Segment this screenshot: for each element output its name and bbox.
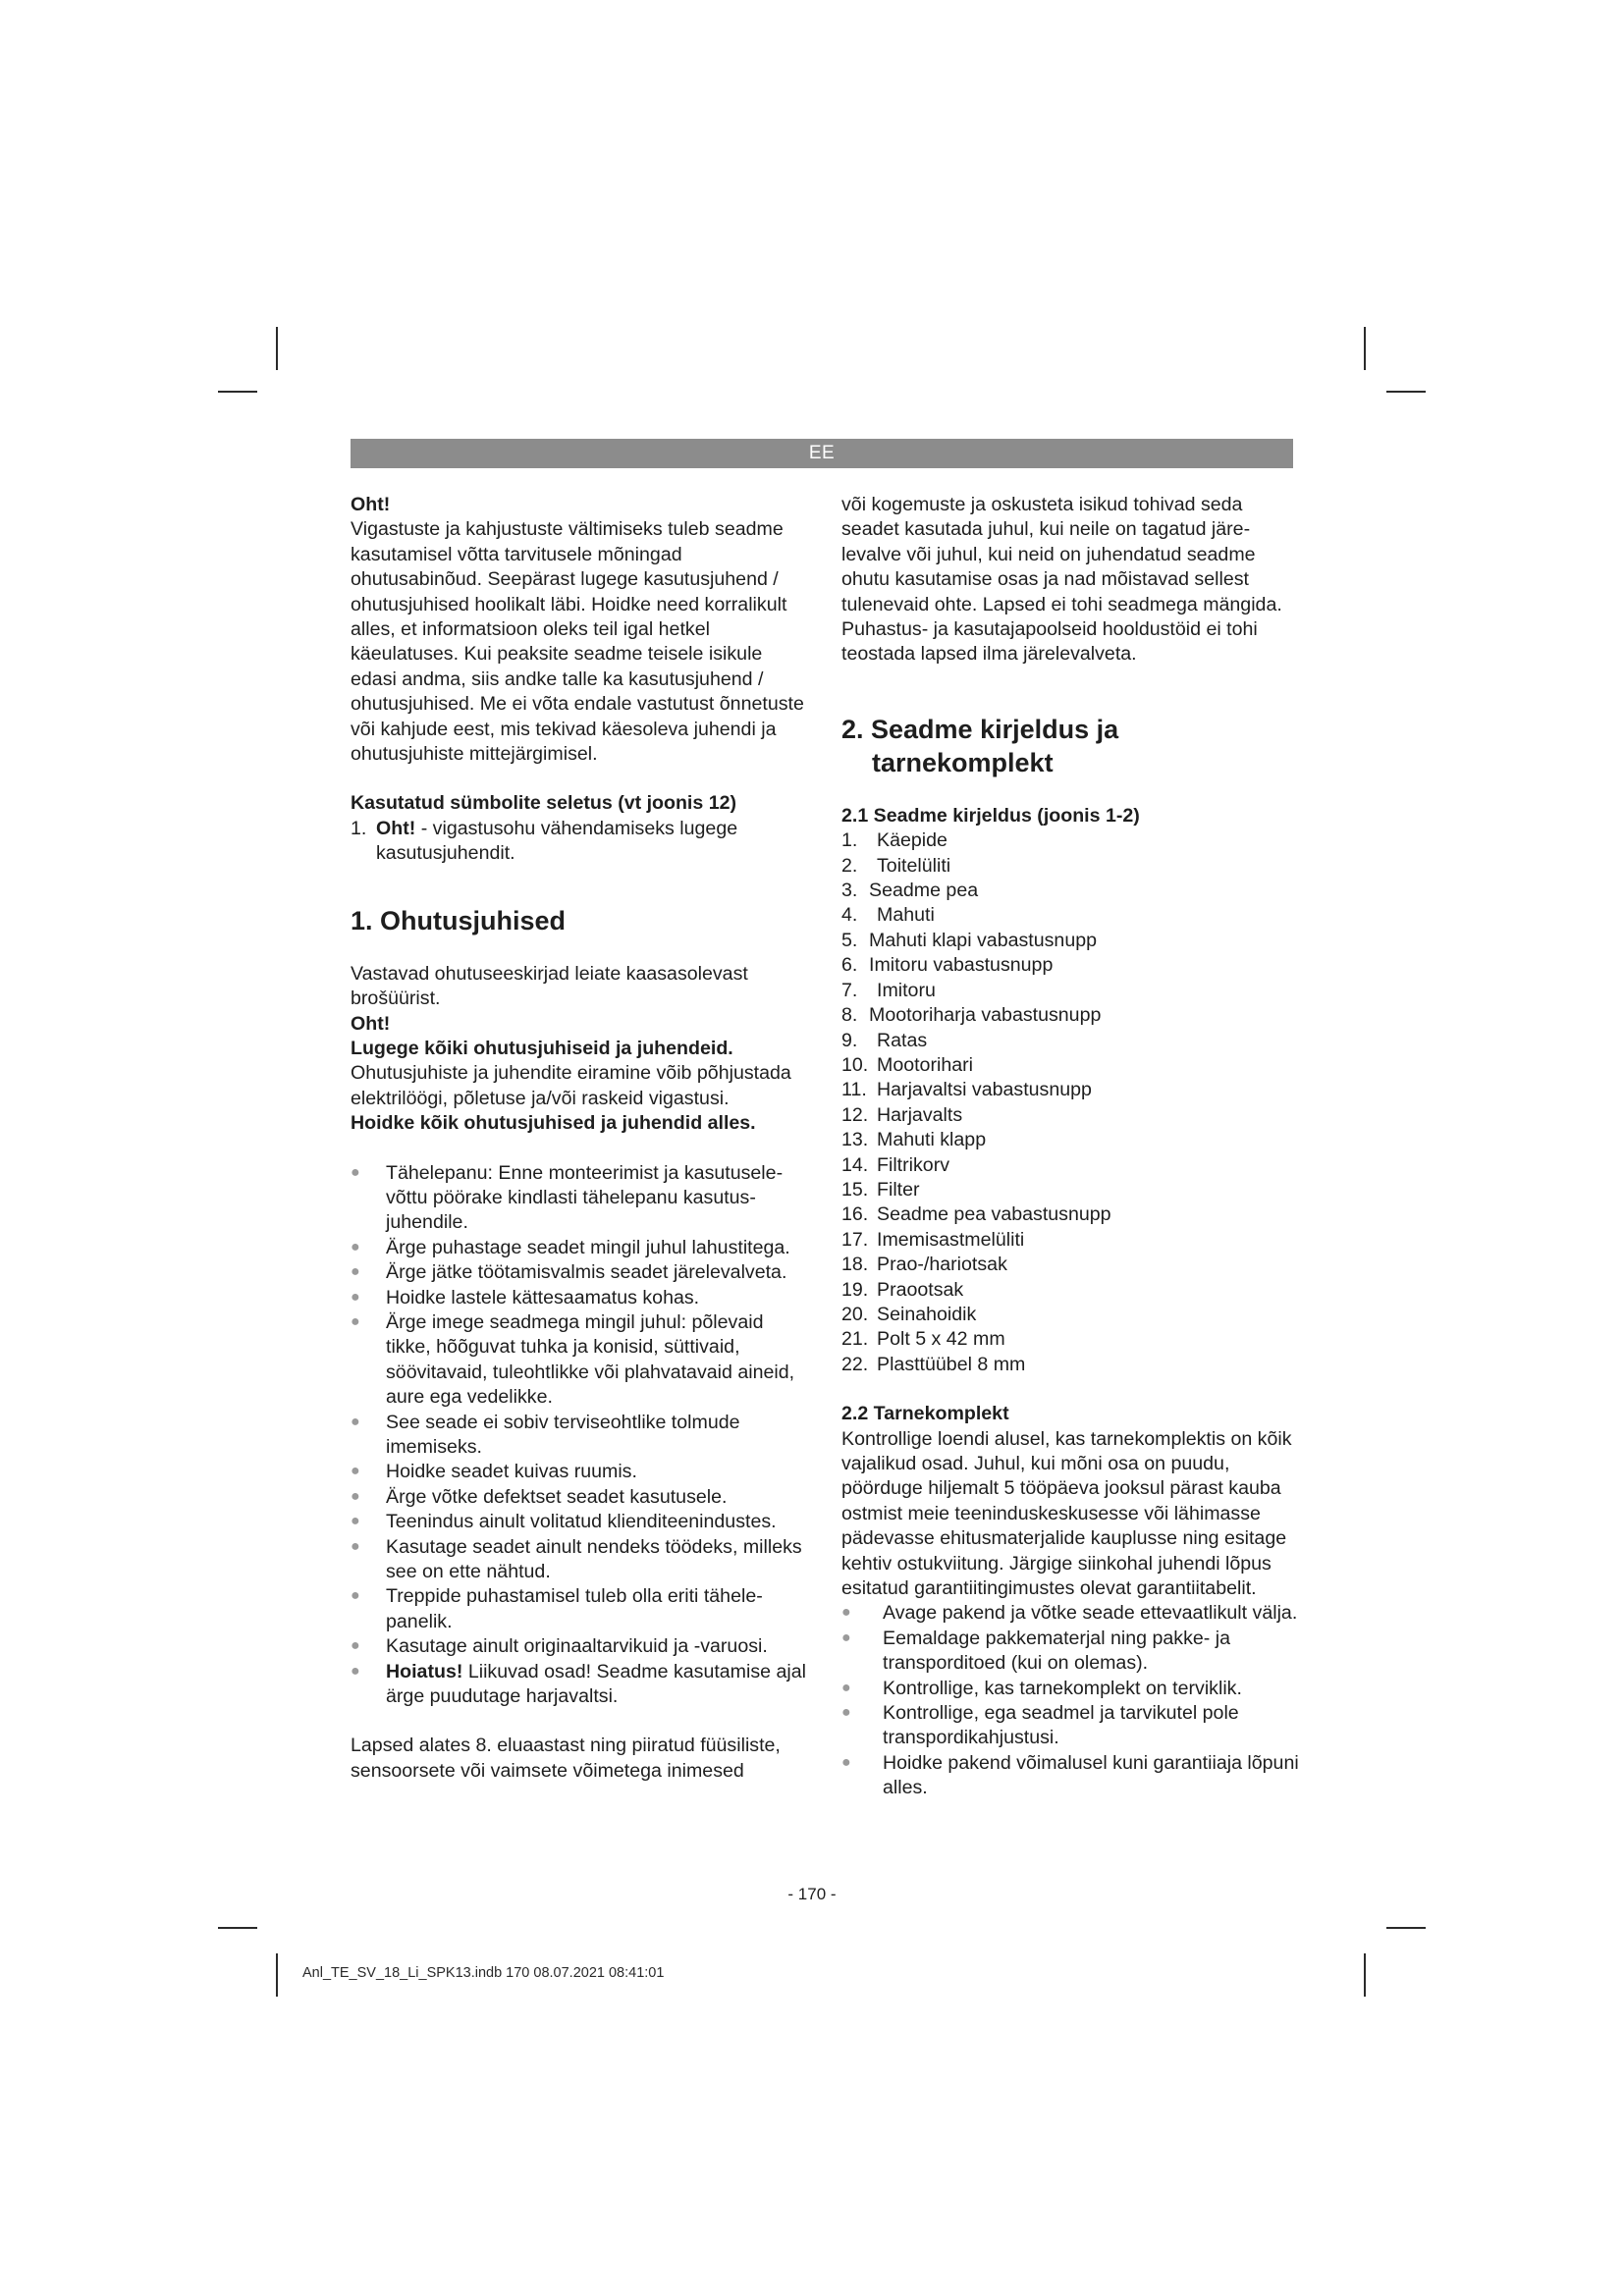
symbol-item	[351, 817, 812, 867]
part-number: 19.	[841, 1278, 869, 1301]
bullet-text: Ärge võtke defektset seadet kasutusele.	[386, 1485, 728, 1508]
section-2-title	[841, 713, 1303, 779]
symbol-description	[376, 817, 812, 867]
list-item	[841, 1003, 1303, 1028]
crop-mark-bottom-right-h	[1386, 1927, 1426, 1929]
list-item	[351, 1286, 812, 1310]
left-column	[351, 493, 812, 1784]
part-label: Ratas	[877, 1029, 928, 1051]
bullet-text: Kasutage ainult originaaltarvikuid ja -varuosi.	[386, 1635, 768, 1658]
list-item	[841, 1228, 1303, 1253]
part-label: Mootorihari	[877, 1053, 974, 1076]
list-item	[841, 1053, 1303, 1078]
part-number: 17.	[841, 1228, 869, 1251]
list-item	[841, 953, 1303, 978]
part-number: 11.	[841, 1079, 867, 1101]
bullet-icon: ●	[351, 1662, 360, 1680]
list-item	[841, 1303, 1303, 1327]
part-number: 18.	[841, 1254, 869, 1276]
list-item	[841, 1353, 1303, 1377]
part-label: Prao-/hariotsak	[877, 1254, 1007, 1276]
crop-mark-bottom-left-h	[218, 1927, 257, 1929]
bullet-text: Treppide puhastamisel tuleb olla eriti tähelepanelik.	[386, 1585, 763, 1632]
symbol-strong: Oht!	[376, 817, 416, 839]
bullet-text: Kontrollige, ega seadmel ja tarvikutel pole transpordikahjustusi.	[883, 1702, 1239, 1749]
list-item	[841, 1029, 1303, 1053]
list-item	[841, 879, 1303, 903]
bullet-icon: ●	[351, 1413, 360, 1430]
keep-all-heading: Hoidke kõik ohutusjuhised ja juhendid alles.	[351, 1112, 756, 1135]
part-label: Imemisastmelüliti	[877, 1228, 1025, 1251]
list-item	[841, 1078, 1303, 1102]
list-item	[351, 1634, 812, 1659]
section-1-title: 1. Ohutusjuhised	[351, 905, 567, 935]
bullet-icon: ●	[351, 1637, 360, 1655]
list-item	[351, 1411, 812, 1461]
bullet-icon: ●	[351, 1487, 360, 1505]
part-label: Seadme pea vabastusnupp	[877, 1203, 1111, 1226]
list-item	[841, 929, 1303, 953]
list-item	[351, 1535, 812, 1585]
crop-mark-top-left-v	[276, 327, 278, 370]
symbol-number: 1.	[351, 817, 367, 839]
bullet-text: Teenindus ainult volitatud klienditeenindustes.	[386, 1511, 777, 1533]
symbols-title: Kasutatud sümbolite seletus (vt joonis 12)	[351, 792, 737, 815]
list-item	[351, 1510, 812, 1534]
part-number: 4.	[841, 904, 858, 927]
part-number: 14.	[841, 1153, 869, 1176]
warning-title: Oht!	[351, 494, 391, 515]
part-number: 21.	[841, 1328, 869, 1351]
part-label: Mahuti	[877, 904, 935, 927]
list-item	[841, 828, 1303, 853]
part-number: 9.	[841, 1029, 858, 1051]
list-item	[351, 1584, 812, 1634]
children-text: Lapsed alates 8. eluaastast ning piiratud füüsiliste, sensoorsete või vaimsete võimetega inimesed	[351, 1735, 781, 1782]
part-number: 2.	[841, 854, 858, 877]
part-number: 3.	[841, 880, 858, 902]
consequence-text: Ohutusjuhiste ja juhendite eiramine võib põhjustada elektrilöögi, põletuse ja/või raskeid vigastusi.	[351, 1062, 791, 1109]
bullet-icon: ●	[841, 1704, 851, 1722]
part-number: 15.	[841, 1178, 869, 1201]
bullet-text: See seade ei sobiv terviseohtlike tolmude imemiseks.	[386, 1411, 740, 1458]
subsection-2-1-title: 2.1 Seadme kirjeldus (joonis 1-2)	[841, 804, 1140, 827]
symbols-list	[351, 817, 812, 867]
list-item	[841, 903, 1303, 928]
part-label: Filter	[877, 1178, 920, 1201]
symbol-text: - vigastusohu vähendamiseks lugege kasutusjuhendit.	[376, 817, 738, 865]
part-label: Plasttüübel 8 mm	[877, 1353, 1026, 1375]
list-item	[841, 1327, 1303, 1352]
list-item	[841, 854, 1303, 879]
bullet-text: Kontrollige, kas tarnekomplekt on terviklik.	[883, 1677, 1242, 1699]
part-number: 8.	[841, 1004, 858, 1027]
bullet-strong: Hoiatus!	[386, 1660, 463, 1682]
bullet-text: Tähelepanu: Enne monteerimist ja kasutuselevõttu pöörake kindlasti tähelepanu kasutusjuhendile.	[386, 1161, 784, 1234]
bullet-text: Ärge imege seadmega mingil juhul: põlevaid tikke, hõõguvat tuhka ja konisid, süttivaid, söövitavaid, tuleohtlikke või plahvatavaid aineid, aure ega vedelikke.	[386, 1310, 795, 1409]
crop-mark-top-right-v	[1364, 327, 1366, 370]
part-number: 12.	[841, 1103, 869, 1126]
bullet-icon: ●	[351, 1288, 360, 1306]
part-number: 20.	[841, 1303, 869, 1325]
part-label: Mahuti klapi vabastusnupp	[869, 929, 1098, 951]
bullet-icon: ●	[351, 1238, 360, 1255]
part-label: Mahuti klapp	[877, 1129, 987, 1151]
part-label: Imitoru vabastusnupp	[869, 954, 1054, 977]
part-label: Toitelüliti	[877, 854, 951, 877]
list-item	[351, 1460, 812, 1484]
list-item	[351, 1260, 812, 1285]
section-2-title-line-1: 2. Seadme kirjeldus ja	[841, 714, 1119, 744]
part-number: 1.	[841, 829, 858, 852]
section-2-title-line-2: tarnekomplekt	[872, 747, 1054, 777]
part-number: 16.	[841, 1203, 869, 1226]
list-item	[841, 1103, 1303, 1128]
part-label: Mootoriharja vabastusnupp	[869, 1004, 1102, 1027]
part-label: Praootsak	[877, 1278, 964, 1301]
part-number: 5.	[841, 929, 858, 951]
bullet-icon: ●	[841, 1679, 851, 1696]
list-item	[841, 1627, 1303, 1677]
list-item	[351, 1485, 812, 1510]
bullet-icon: ●	[841, 1629, 851, 1646]
list-item	[351, 1660, 812, 1710]
list-item	[841, 1178, 1303, 1202]
crop-mark-bottom-left-v	[276, 1953, 278, 1997]
bullet-icon: ●	[351, 1587, 360, 1605]
bullet-text: Eemaldage pakkematerjal ning pakke- ja transporditoed (kui on olemas).	[883, 1627, 1230, 1675]
list-item	[841, 1128, 1303, 1152]
crop-mark-top-left-h	[218, 391, 257, 393]
list-item	[841, 1751, 1303, 1801]
list-item	[351, 1310, 812, 1411]
list-item	[351, 1236, 812, 1260]
part-label: Käepide	[877, 829, 947, 852]
part-label: Imitoru	[877, 979, 936, 1001]
part-number: 7.	[841, 979, 858, 1001]
parts-list	[841, 828, 1303, 1377]
list-item	[841, 1278, 1303, 1303]
bullet-icon: ●	[351, 1163, 360, 1181]
list-item	[841, 1677, 1303, 1701]
bullet-icon: ●	[351, 1463, 360, 1480]
list-item	[841, 979, 1303, 1003]
part-number: 6.	[841, 954, 858, 977]
right-column	[841, 493, 1303, 1801]
list-item	[841, 1202, 1303, 1227]
bullet-icon: ●	[841, 1604, 851, 1622]
list-item	[841, 1253, 1303, 1277]
read-all-heading: Lugege kõiki ohutusjuhiseid ja juhendeid.	[351, 1037, 733, 1059]
language-code: EE	[808, 443, 836, 463]
bullet-text: Liikuvad osad! Seadme kasutamise ajal ärge puudutage harjavaltsi.	[386, 1660, 806, 1708]
part-label: Seinahoidik	[877, 1303, 977, 1325]
bullet-text: Ärge jätke töötamisvalmis seadet järelevalveta.	[386, 1261, 787, 1284]
list-item	[841, 1153, 1303, 1178]
bullet-text: Kasutage seadet ainult nendeks töödeks, milleks see on ette nähtud.	[386, 1535, 802, 1583]
bullet-icon: ●	[351, 1263, 360, 1281]
part-label: Filtrikorv	[877, 1153, 950, 1176]
intro-text: Vastavad ohutuseeskirjad leiate kaasasolevast brošüürist.	[351, 962, 748, 1010]
page-number: - 170 -	[787, 1885, 837, 1903]
bullet-text: Ärge puhastage seadet mingil juhul lahustitega.	[386, 1236, 790, 1258]
list-item	[841, 1601, 1303, 1626]
list-item	[841, 1701, 1303, 1751]
part-number: 13.	[841, 1129, 869, 1151]
bullet-text: Hoidke pakend võimalusel kuni garantiiaja lõpuni alles.	[883, 1751, 1299, 1799]
delivery-bullet-list	[841, 1601, 1303, 1800]
bullet-text: Hoidke lastele kättesaamatus kohas.	[386, 1286, 700, 1308]
part-label: Polt 5 x 42 mm	[877, 1328, 1005, 1351]
bullet-text: Hoidke seadet kuivas ruumis.	[386, 1461, 637, 1483]
warning-text: Vigastuste ja kahjustuste vältimiseks tuleb seadme kasutamisel võtta tarvitusele mõningad ohutusabinõud. Seepärast lugege kasutusjuhend / ohutusjuhised hoolikalt läbi. Hoidke need korralikult alles, et informatsioon oleks teil igal hetkel käeulatuses. Kui peaksite seadme teisele isikule edasi andma, siis andke talle ka kasutusjuhend / ohutusjuhised. Me ei võta endale vastutust õnnetuste või kahjude eest, mis tekivad käesoleva juhendi ja ohutusjuhiste mittejärgimisel.	[351, 518, 804, 766]
bullet-text: Avage pakend ja võtke seade ettevaatlikult välja.	[883, 1602, 1298, 1625]
part-number: 22.	[841, 1353, 869, 1375]
safety-bullet-list	[351, 1161, 812, 1710]
print-meta-footer: Anl_TE_SV_18_Li_SPK13.indb 170 08.07.2021 08:41:01	[302, 1965, 665, 1981]
bullet-icon: ●	[351, 1537, 360, 1555]
delivery-text: Kontrollige loendi alusel, kas tarnekomplektis on kõik vajalikud osad. Juhul, kui mõni osa on puudu, pöörduge hiljemalt 5 tööpäeva jooksul pärast kauba ostmist meie teeninduskeskusesse või lähimasse pädevasse ehitusmaterjalide kauplusse ning esitage kehtiv ostukviitung. Järgige siinkohal juhendi lõpus esitatud garantiitingimustes olevat garantiitabelit.	[841, 1427, 1292, 1600]
part-label: Harjavaltsi vabastusnupp	[877, 1079, 1092, 1101]
warning-2-title: Oht!	[351, 1012, 391, 1035]
bullet-icon: ●	[841, 1753, 851, 1771]
bullet-icon: ●	[351, 1312, 360, 1330]
language-header-bar	[351, 439, 1293, 468]
children-text-continued: või kogemuste ja oskusteta isikud tohivad seda seadet kasutada juhul, kui neile on tagatud järelevalve või juhul, kui neid on juhendatud seadme ohutu kasutamise osas ja nad mõistavad sellest tulenevaid ohte. Lapsed ei tohi seadmega mängida. Puhastus- ja kasutajapoolseid hooldustöid ei tohi teostada lapsed ilma järelevalveta.	[841, 494, 1282, 666]
bullet-icon: ●	[351, 1513, 360, 1530]
part-number: 10.	[841, 1053, 869, 1076]
subsection-2-2-title: 2.2 Tarnekomplekt	[841, 1403, 1009, 1425]
part-label: Harjavalts	[877, 1103, 963, 1126]
crop-mark-bottom-right-v	[1364, 1953, 1366, 1997]
list-item	[351, 1161, 812, 1236]
crop-mark-top-right-h	[1386, 391, 1426, 393]
part-label: Seadme pea	[869, 880, 979, 902]
